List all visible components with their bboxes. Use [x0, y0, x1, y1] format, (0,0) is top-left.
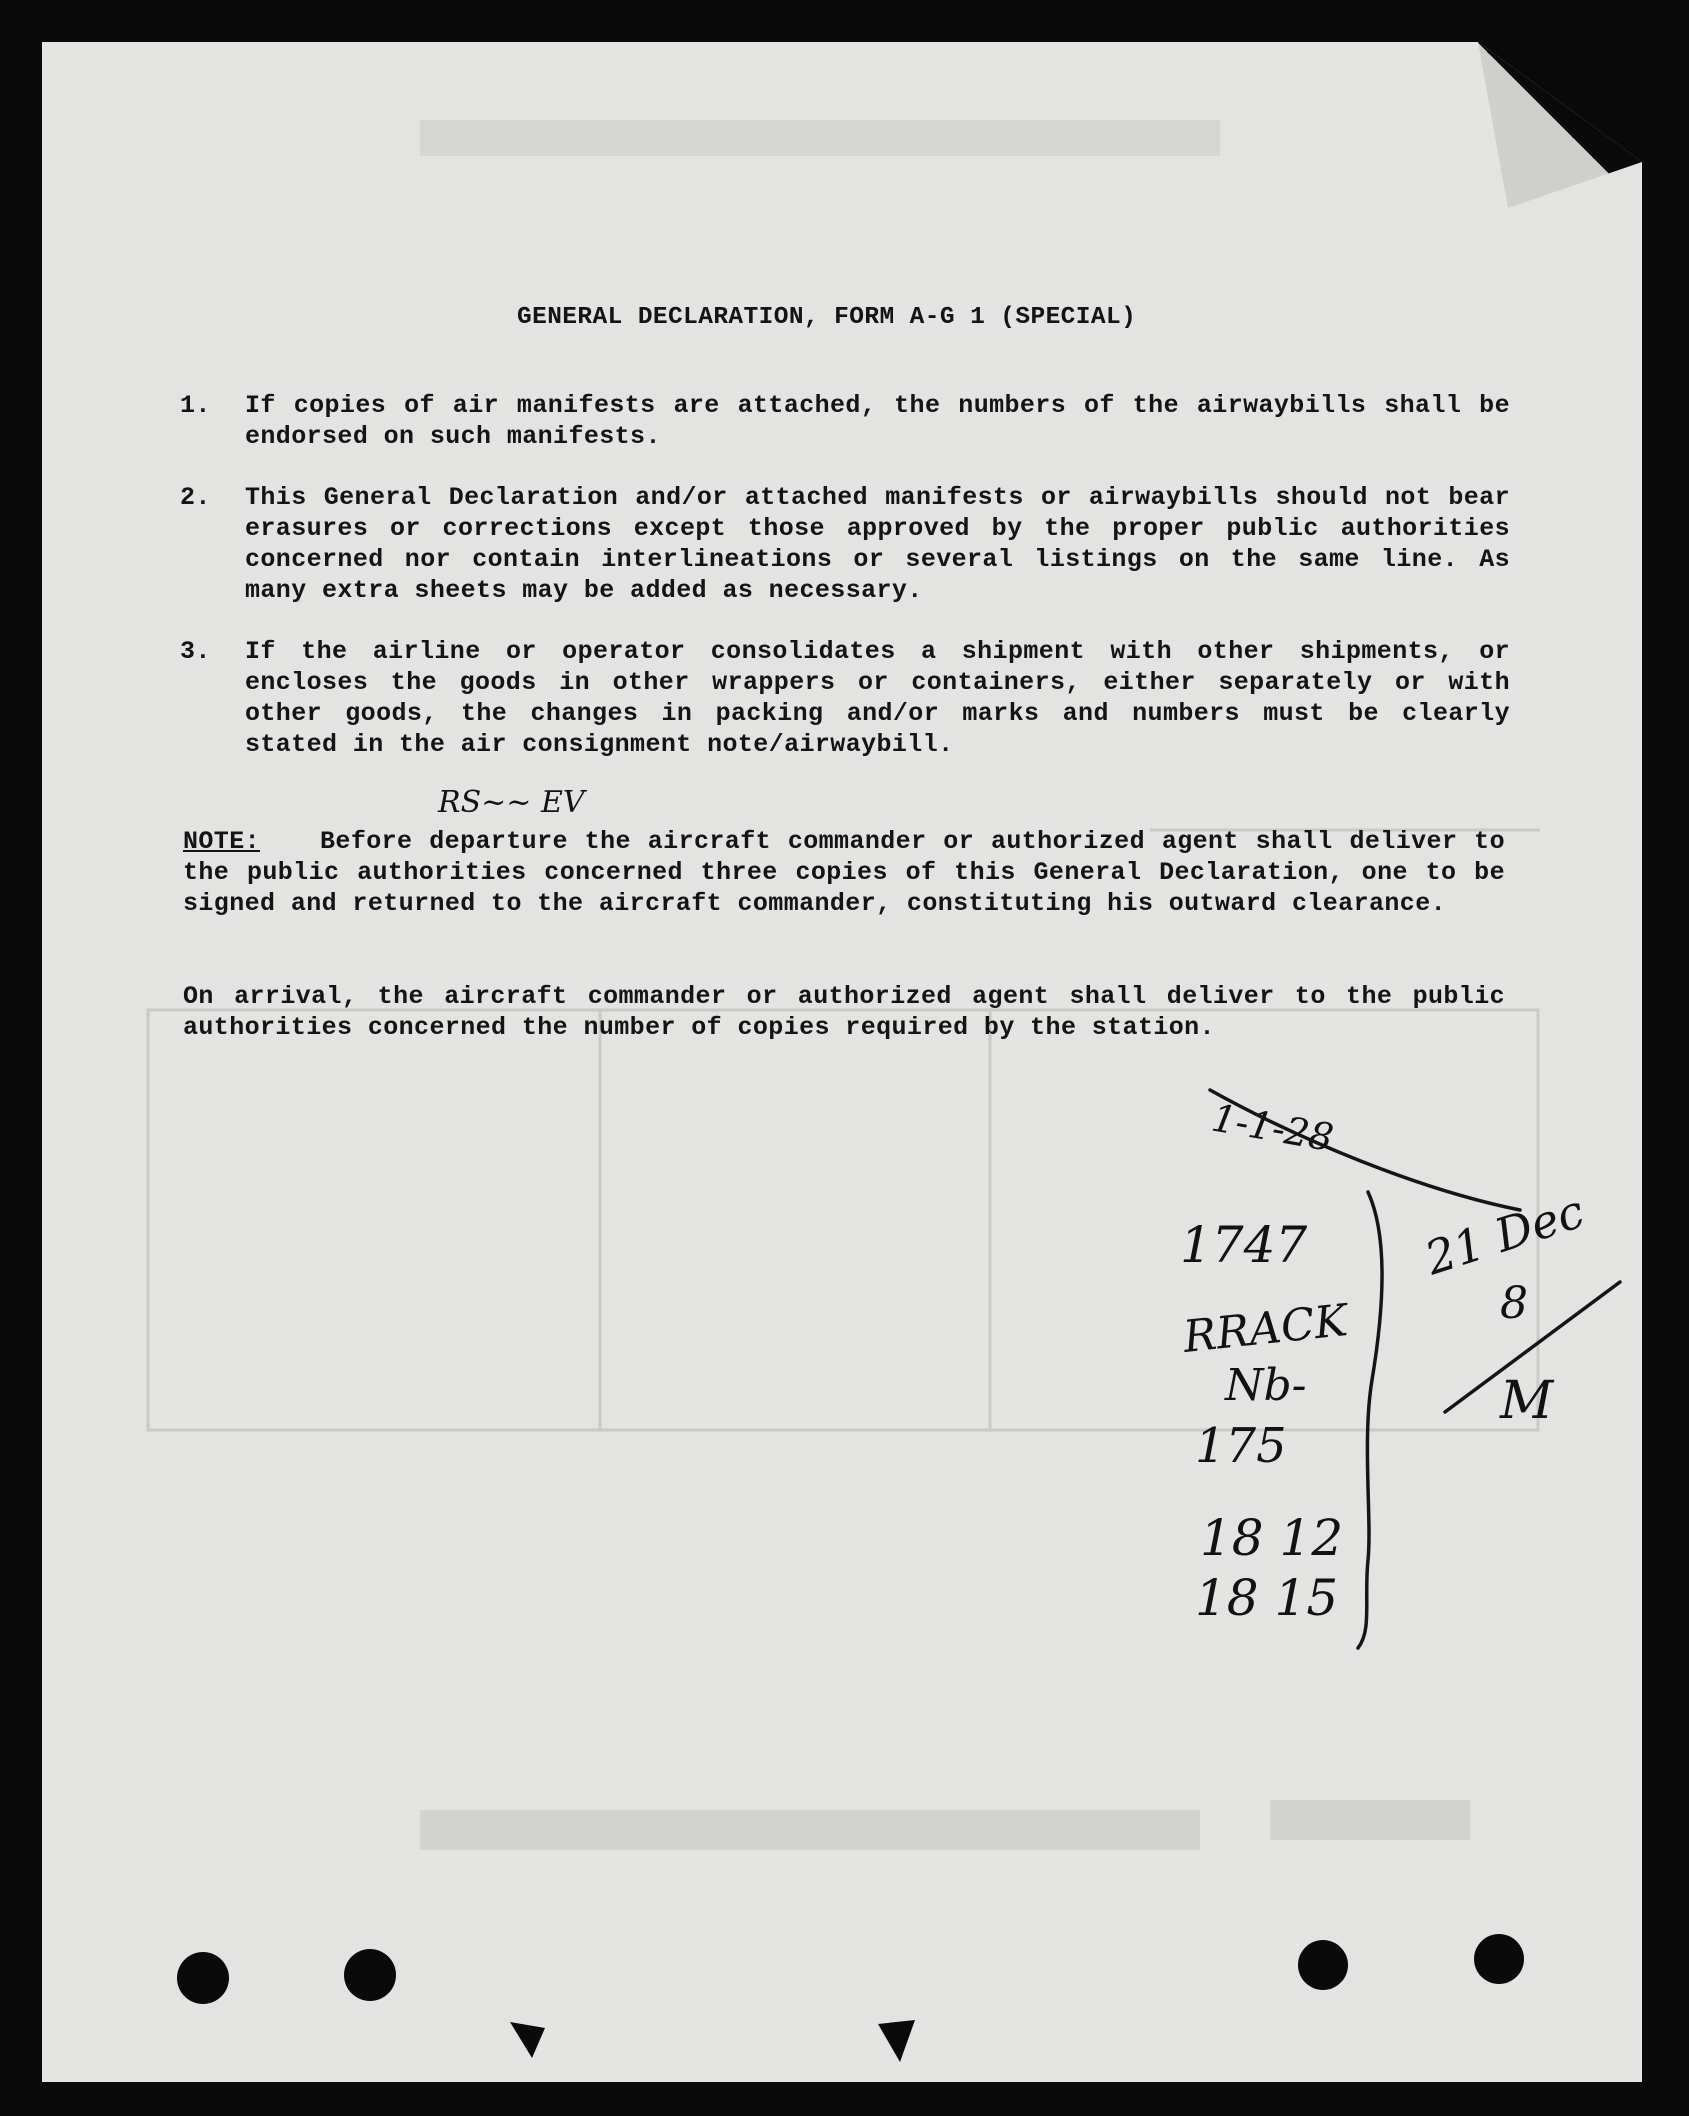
instruction-item-1	[180, 390, 1510, 452]
item-number: 2.	[180, 483, 211, 512]
item-number: 3.	[180, 637, 211, 666]
item-text: If the airline or operator consolidates a shipment with other shipments, or encloses the goods in other wrappers or containers, either separately or with other goods, the changes in packing and/or marks and numbers must be clearly stated in the air consignment note/airwaybill.	[245, 637, 1510, 759]
form-title: GENERAL DECLARATION, FORM A-G 1 (SPECIAL)	[517, 304, 1137, 331]
handwritten-line-4: 175	[1195, 1418, 1287, 1474]
note-text: Before departure the aircraft commander or authorized agent shall deliver to the public authorities concerned three copies of this General Declaration, one to be signed and returned to the aircraft commander, constituting his outward clearance.	[183, 827, 1505, 918]
item-number: 1.	[180, 391, 211, 420]
handwritten-date: 1-1-28	[1208, 1095, 1337, 1161]
handwritten-line-2: RRACK	[1180, 1295, 1350, 1363]
handwritten-line-6: 18 15	[1195, 1569, 1339, 1627]
instruction-item-2	[180, 482, 1510, 606]
paper-sheet	[42, 42, 1642, 2082]
handwritten-right-1: 21 Dec	[1418, 1183, 1591, 1286]
handwritten-initials: M	[1500, 1371, 1554, 1431]
note-paragraph	[183, 826, 1505, 919]
handwritten-line-5: 18 12	[1200, 1509, 1344, 1567]
handwritten-right-2: 8	[1500, 1278, 1528, 1329]
note-label: NOTE:	[183, 827, 261, 856]
item-text: If copies of air manifests are attached, the numbers of the airwaybills shall be endorsed on such manifests.	[245, 391, 1510, 451]
instruction-list	[180, 390, 1510, 790]
item-text: This General Declaration and/or attached manifests or airwaybills should not bear erasures or corrections except those approved by the proper public authorities concerned nor contain interlineations or several listings on the same line. As many extra sheets may be added as necessary.	[245, 483, 1510, 605]
arrival-paragraph: On arrival, the aircraft commander or authorized agent shall deliver to the public authorities concerned the number of copies required by the station.	[183, 982, 1505, 1042]
handwritten-scrawl: RS~~ EV	[438, 785, 585, 820]
instruction-item-3	[180, 636, 1510, 760]
handwritten-line-1: 1747	[1180, 1216, 1308, 1274]
handwritten-line-3: Nb-	[1225, 1360, 1307, 1411]
